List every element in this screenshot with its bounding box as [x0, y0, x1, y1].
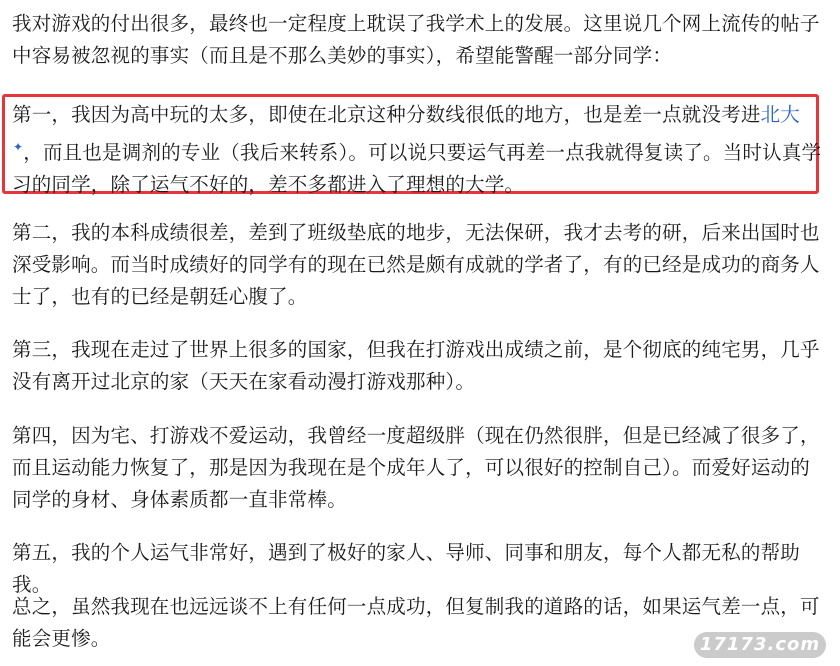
- point-5-paragraph: 第五，我的个人运气非常好，遇到了极好的家人、导师、同事和朋友，每个人都无私的帮助我。: [12, 541, 801, 596]
- point-3-paragraph: 第三，我现在走过了世界上很多的国家，但我在打游戏出成绩之前，是个彻底的纯宅男，几乎没有离开过北京的家（天天在家看动漫打游戏那种）。: [12, 338, 820, 393]
- point-1-text-before: 第一，我因为高中玩的太多，即使在北京这种分数线很低的地方，也是差一点就没考进: [12, 103, 761, 126]
- conclusion-paragraph: 总之，虽然我现在也远远谈不上有任何一点成功，但复制我的道路的话，如果运气差一点，可能会更惨。: [12, 595, 820, 650]
- site-watermark-logo: 17173.com: [694, 632, 826, 658]
- keyword-star-icon: ✦: [13, 140, 24, 154]
- intro-paragraph: 我对游戏的付出很多，最终也一定程度上耽误了我学术上的发展。这里说几个网上流传的帖子中容易被忽视的事实（而且是不那么美妙的事实），希望能警醒一部分同学：: [12, 12, 820, 67]
- point-4-paragraph: 第四，因为宅、打游戏不爱运动，我曾经一度超级胖（现在仍然很胖，但是已经减了很多了，而且运动能力恢复了，那是因为我现在是个成年人了，可以很好的控制自己）。而爱好运动的同学的身材、身体素质都一直非常棒。: [12, 424, 820, 511]
- point-2-paragraph: 第二，我的本科成绩很差，差到了班级垫底的地步，无法保研，我才去考的研，后来出国时也深受影响。而当时成绩好的同学有的现在已然是颇有成就的学者了，有的已经是成功的商务人士了，也有的已经是朝廷心腹了。: [12, 221, 820, 308]
- point-1-paragraph: [12, 99, 824, 201]
- point-1-text-after: ，而且也是调剂的专业（我后来转系）。可以说只要运气再差一点我就得复读了。当时认真学习的同学，除了运气不好的，差不多都进入了理想的大学。: [12, 141, 822, 196]
- peking-university-link[interactable]: 北大: [760, 103, 801, 126]
